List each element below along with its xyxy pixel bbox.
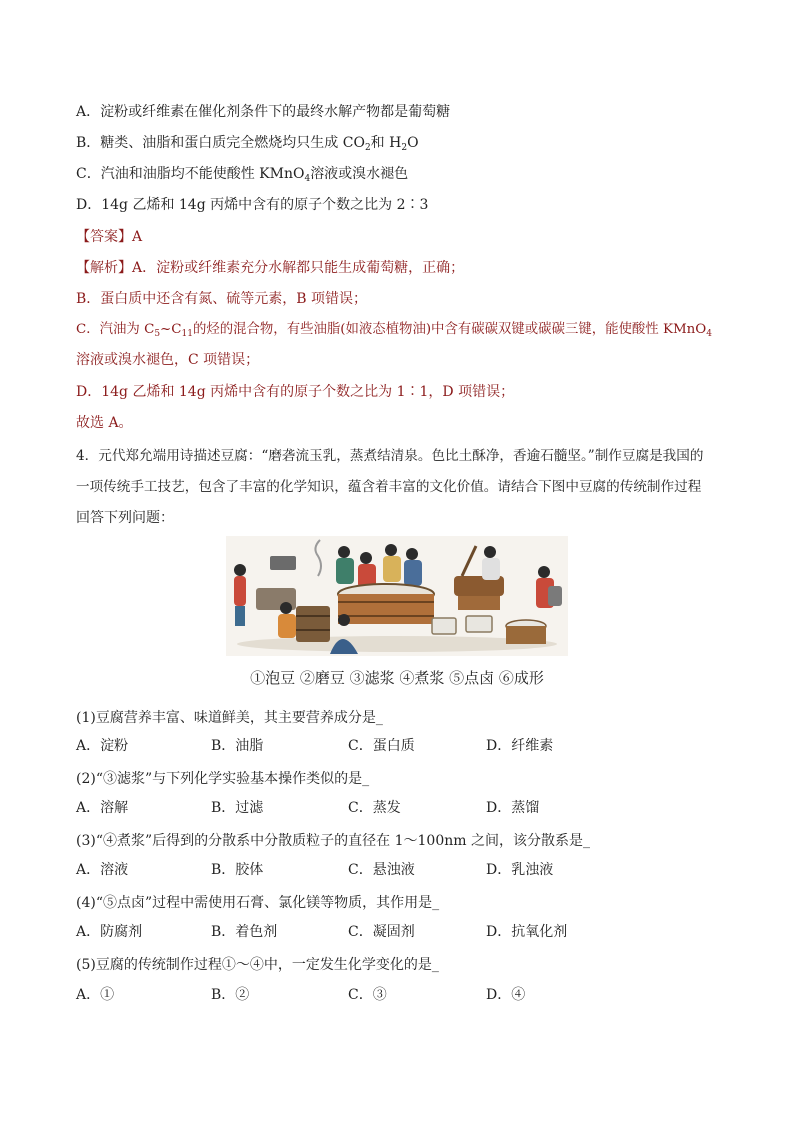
option-d: D．蒸馏 — [486, 800, 540, 816]
option-c: C．悬浊液 — [348, 862, 415, 878]
q3-option-b: B．糖类、油脂和蛋白质完全燃烧均只生成 $CO_2$和 $H_2O$ — [76, 135, 419, 153]
worker-left — [234, 564, 246, 626]
option-c: C．蛋白质 — [348, 738, 415, 754]
sub-question-5-stem: (5)豆腐的传统制作过程①～④中，一定发生化学变化的是_ — [76, 957, 439, 973]
option-b: B．过滤 — [211, 800, 264, 816]
q3-option-c: C．汽油和油脂均不能使酸性 KMnO$_4$溶液或溴水褪色 — [76, 166, 409, 184]
q4-intro-2: 一项传统手工技艺，包含了丰富的化学知识，蕴含着丰富的文化价值。请结合下图中豆腐的传统制作过程 — [76, 479, 702, 495]
analysis-line-c2: 溶液或溴水褪色，C 项错误； — [76, 352, 260, 368]
answer-label: 【答案】A — [76, 229, 143, 245]
analysis-line-a: 【解析】A．淀粉或纤维素充分水解都只能生成葡萄糖，正确； — [76, 260, 465, 276]
option-a: A．防腐剂 — [76, 924, 143, 940]
option-d: D．乳浊液 — [486, 862, 554, 878]
option-c: C．③ — [348, 987, 387, 1003]
q3-option-a: A．淀粉或纤维素在催化剂条件下的最终水解产物都是葡萄糖 — [76, 104, 451, 120]
q3-option-d: D．14g 乙烯和 14g 丙烯中含有的原子个数之比为 2∶3 — [76, 197, 429, 213]
option-d: D．纤维素 — [486, 738, 554, 754]
option-c: C．蒸发 — [348, 800, 401, 816]
sub-question-2-options — [76, 798, 726, 818]
sub-question-1-options — [76, 736, 726, 756]
option-a: A．溶解 — [76, 800, 129, 816]
figure-caption: ①泡豆 ②磨豆 ③滤浆 ④煮浆 ⑤点卤 ⑥成形 — [250, 669, 544, 687]
analysis-line-d: D．14g 乙烯和 14g 丙烯中含有的原子个数之比为 1∶1，D 项错误； — [76, 384, 515, 400]
option-a: A．淀粉 — [76, 738, 129, 754]
option-a: A．溶液 — [76, 862, 129, 878]
tofu-illustration-svg — [226, 536, 568, 656]
option-d: D．④ — [486, 987, 526, 1003]
option-b: B．着色剂 — [211, 924, 278, 940]
tofu-making-illustration — [226, 536, 568, 656]
sub-question-3-stem: (3)“④煮浆”后得到的分散系中分散质粒子的直径在 1～100nm 之间，该分散系是_ — [76, 833, 590, 849]
sub-question-2-stem: (2)“③滤浆”与下列化学实验基本操作类似的是_ — [76, 771, 370, 787]
analysis-line-b: B．蛋白质中还含有氮、硫等元素，B 项错误； — [76, 291, 368, 307]
option-d: D．抗氧化剂 — [486, 924, 568, 940]
sub-question-4-stem: (4)“⑤点卤”过程中需使用石膏、氯化镁等物质，其作用是_ — [76, 895, 440, 911]
sub-question-4-options — [76, 922, 726, 942]
sub-question-3-options — [76, 860, 726, 880]
q4-intro-1: 4．元代郑允端用诗描述豆腐：“磨砻流玉乳，蒸煮结清泉。色比土酥净，香逾石髓坚。”制作豆腐是我国的 — [76, 448, 704, 464]
option-b: B．② — [211, 987, 250, 1003]
option-b: B．油脂 — [211, 738, 264, 754]
option-a: A．① — [76, 987, 115, 1003]
option-b: B．胶体 — [211, 862, 264, 878]
sub-question-1-stem: (1)豆腐营养丰富、味道鲜美，其主要营养成分是_ — [76, 710, 383, 726]
option-c: C．凝固剂 — [348, 924, 415, 940]
sub-question-5-options — [76, 985, 726, 1005]
analysis-conclusion: 故选 A。 — [76, 415, 133, 431]
q4-intro-3: 回答下列问题： — [76, 510, 174, 526]
analysis-line-c1: C．汽油为 $C_5\sim C_{11}$的烃的混合物，有些油脂(如液态植物油)中含有碳碳双键或碳碳三键，能使酸性 KMnO$_4$ — [76, 322, 713, 339]
